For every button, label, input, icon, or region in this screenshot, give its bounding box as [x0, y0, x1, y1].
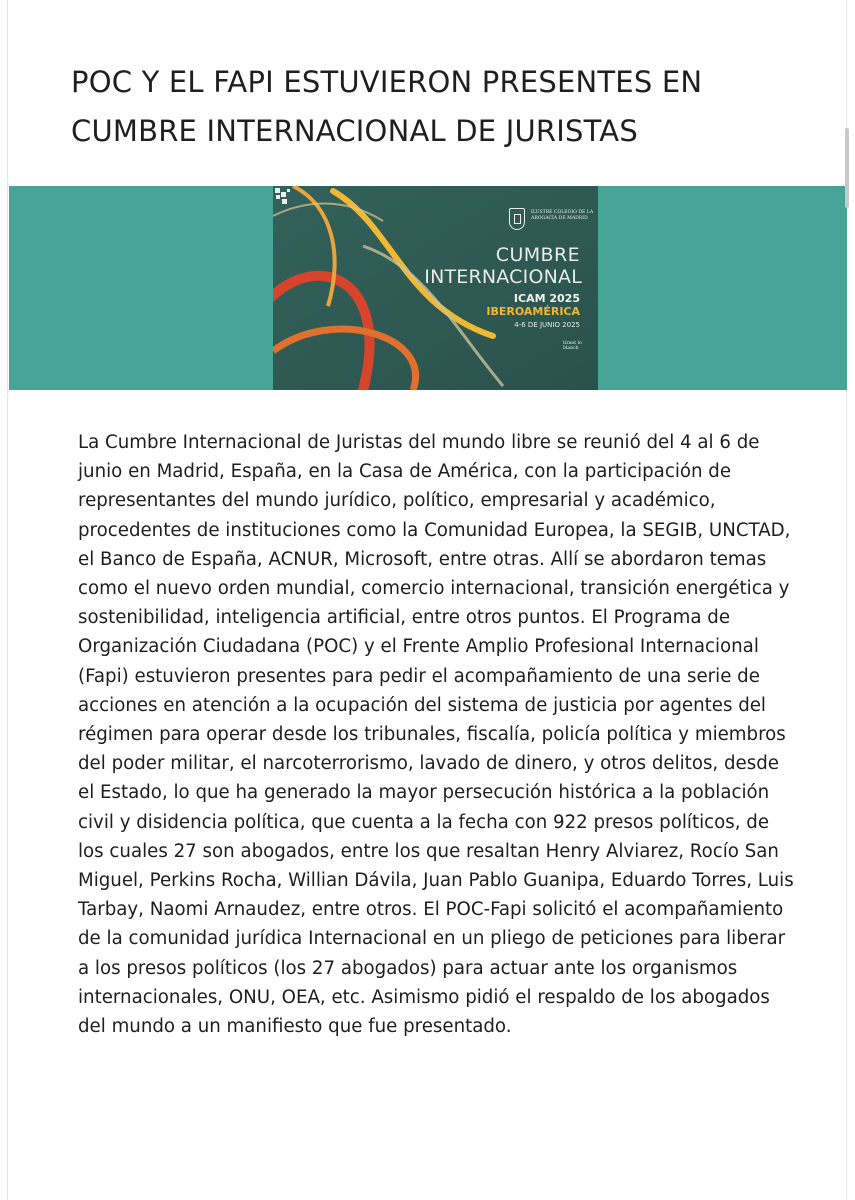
- event-poster-image: [273, 186, 598, 390]
- poster-region: IBEROAMÉRICA: [486, 305, 580, 318]
- article-title: POC Y EL FAPI ESTUVIERON PRESENTES EN CUMBRE INTERNACIONAL DE JURISTAS: [71, 65, 703, 148]
- article-body: La Cumbre Internacional de Juristas del mundo libre se reunió del 4 al 6 de junio en Madrid, España, en la Casa de América, con la participación de representantes del mundo jurídico, político, empresarial y académico, procedentes de instituciones como la Comunidad Europea, la SEGIB, UNCTAD, el Banco de España, ACNUR, Microsoft, entre otras. Allí se abordaron temas como el nuevo orden mundial, comercio internacional, transición energética y sostenibilidad, inteligencia artificial, entre otros puntos. El Programa de Organización Ciudadana (POC) y el Frente Amplio Profesional Internacional (Fapi) estuvieron presentes para pedir el acompañamiento de una serie de acciones en atención a la ocupación del sistema de justicia por agentes del régimen para operar desde los tribunales, fiscalía, policía política y miembros del poder militar, el narcoterrorismo, lavado de dinero, y otros delitos, desde el Estado, lo que ha generado la mayor persecución histórica a la población civil y disidencia política, que cuenta a la fecha con 922 presos políticos, de los cuales 27 son abogados, entre los que resaltan Henry Alviarez, Rocío San Miguel, Perkins Rocha, Willian Dávila, Juan Pablo Guanipa, Eduardo Torres, Luis Tarbay, Naomi Arnaudez, entre otros. El POC-Fapi solicitó el acompañamiento de la comunidad jurídica Internacional en un pliego de peticiones para liberar a los presos políticos (los 27 abogados) para actuar ante los organismos internacionales, ONU, OEA, etc. Asimismo pidió el respaldo de los abogados del mundo a un manifiesto que fue presentado.: [78, 432, 794, 1038]
- poster-line2: INTERNACIONAL: [424, 266, 582, 288]
- sponsor-name: tirant lo blanch: [563, 341, 582, 352]
- poster-dates: 4-6 DE JUNIO 2025: [514, 321, 580, 329]
- poster-org: ILUSTRE COLEGIO DE LA ABOGACÍA DE MADRID: [531, 210, 594, 221]
- sponsor-logo-icon: [273, 186, 293, 206]
- event-banner: [9, 186, 847, 390]
- poster-edition: ICAM 2025: [513, 292, 580, 305]
- document-page: [7, 0, 847, 1200]
- icam-crest-icon: [509, 208, 525, 230]
- scrollbar[interactable]: [845, 128, 849, 208]
- poster-line1: CUMBRE: [495, 244, 580, 266]
